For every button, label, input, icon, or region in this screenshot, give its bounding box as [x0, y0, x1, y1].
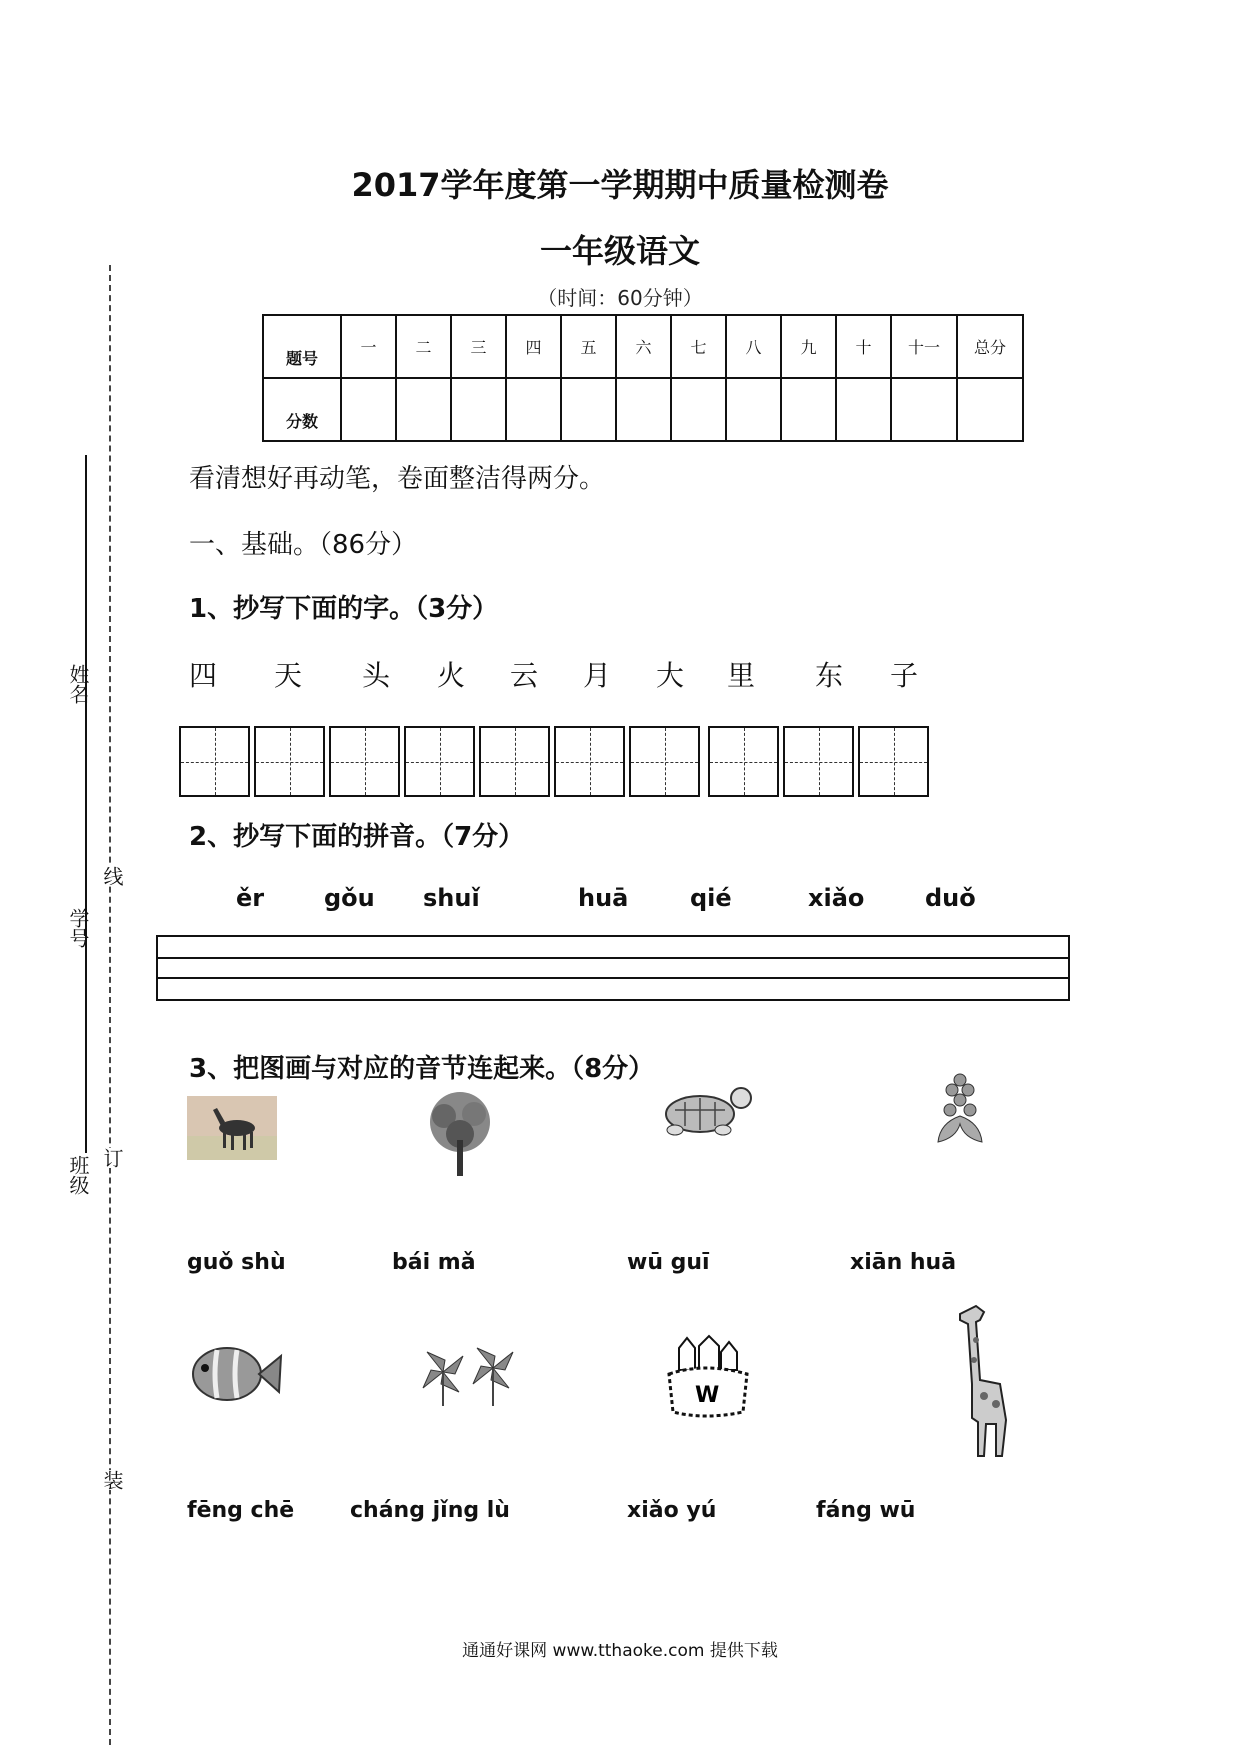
id-label: 学号 [66, 908, 90, 948]
svg-text:W: W [695, 1383, 720, 1408]
pinyin: qié [690, 884, 732, 912]
house-image [665, 1334, 751, 1420]
score-table [262, 314, 1024, 442]
section-heading: 一、基础。（86分） [189, 530, 418, 560]
pinyin: gǒu [324, 884, 375, 912]
syllable: xiǎo yú [627, 1498, 717, 1523]
id-underline [85, 733, 87, 1053]
score-cell[interactable] [671, 378, 726, 441]
table-cell: 三 [451, 315, 506, 378]
score-cell[interactable] [341, 378, 396, 441]
binding-dashed-line [109, 265, 111, 1745]
fish-image [187, 1340, 283, 1408]
score-cell[interactable] [506, 378, 561, 441]
char: 东 [815, 659, 844, 692]
writing-grid-box[interactable] [858, 726, 929, 797]
score-cell[interactable] [726, 378, 781, 441]
writing-grid-box[interactable] [404, 726, 475, 797]
score-cell[interactable] [451, 378, 506, 441]
syllable: xiān huā [850, 1250, 957, 1275]
pinyin: shuǐ [423, 884, 480, 912]
writing-grid-box[interactable] [329, 726, 400, 797]
pinyin: ěr [236, 884, 265, 912]
class-underline [85, 1053, 87, 1153]
table-cell: 九 [781, 315, 836, 378]
time-limit: （时间：60分钟） [537, 286, 703, 310]
table-cell: 总分 [957, 315, 1023, 378]
writing-grid-box[interactable] [629, 726, 700, 797]
char: 天 [274, 659, 303, 692]
char: 月 [583, 659, 612, 692]
score-row [263, 378, 1023, 441]
table-cell: 五 [561, 315, 616, 378]
question-2-title: 2、抄写下面的拼音。（7分） [189, 822, 525, 852]
pinyin: xiǎo [808, 884, 865, 912]
flower-image [930, 1068, 990, 1148]
name-label: 姓名 [66, 664, 90, 704]
char: 四 [189, 659, 218, 692]
score-cell[interactable] [836, 378, 891, 441]
question-1-title: 1、抄写下面的字。（3分） [189, 594, 499, 624]
score-cell[interactable] [616, 378, 671, 441]
table-cell: 六 [616, 315, 671, 378]
zhuang-mark: 装 [98, 1470, 127, 1490]
table-cell: 十 [836, 315, 891, 378]
footer-source: 通通好课网 www.tthaoke.com 提供下载 [462, 1641, 778, 1661]
char: 子 [890, 659, 919, 692]
writing-grid-box[interactable] [554, 726, 625, 797]
ding-mark: 订 [98, 1148, 127, 1168]
writing-grid-box[interactable] [479, 726, 550, 797]
syllable: cháng jǐng lù [350, 1498, 510, 1523]
char: 云 [510, 659, 539, 692]
score-cell[interactable] [561, 378, 616, 441]
char: 里 [727, 659, 756, 692]
tree-image [422, 1090, 498, 1180]
pinyin-writing-lines[interactable] [156, 935, 1070, 1001]
question-number-row [263, 315, 1023, 378]
writing-grid-box[interactable] [254, 726, 325, 797]
char: 大 [656, 659, 685, 692]
score-cell[interactable] [781, 378, 836, 441]
table-cell: 十一 [891, 315, 957, 378]
exam-title: 2017学年度第一学期期中质量检测卷 [351, 166, 889, 204]
char: 火 [437, 659, 466, 692]
table-cell: 一 [341, 315, 396, 378]
character-list [0, 654, 1240, 694]
syllable: bái mǎ [392, 1250, 476, 1275]
row-label: 分数 [263, 378, 341, 441]
writing-grid-box[interactable] [708, 726, 779, 797]
syllable: fēng chē [187, 1498, 295, 1523]
horse-image [187, 1096, 277, 1160]
table-cell: 七 [671, 315, 726, 378]
table-cell: 四 [506, 315, 561, 378]
score-cell[interactable] [957, 378, 1023, 441]
syllable: guǒ shù [187, 1250, 286, 1275]
instruction-note: 看清想好再动笔，卷面整洁得两分。 [189, 464, 606, 494]
question-3-title: 3、把图画与对应的音节连起来。（8分） [189, 1054, 655, 1084]
syllable: fáng wū [816, 1498, 916, 1523]
class-label: 班级 [66, 1155, 90, 1195]
row-label: 题号 [263, 315, 341, 378]
line-mark: 线 [98, 866, 127, 886]
writing-grid-box[interactable] [179, 726, 250, 797]
pinyin: huā [578, 884, 629, 912]
writing-grid-box[interactable] [783, 726, 854, 797]
syllable: wū guī [627, 1250, 710, 1275]
pinyin: duǒ [925, 884, 976, 912]
subject-title: 一年级语文 [539, 232, 700, 270]
table-cell: 二 [396, 315, 451, 378]
score-cell[interactable] [891, 378, 957, 441]
score-cell[interactable] [396, 378, 451, 441]
char: 头 [362, 659, 391, 692]
giraffe-image [950, 1300, 1016, 1460]
pinwheel-image [413, 1338, 523, 1408]
turtle-image [655, 1080, 755, 1140]
table-cell: 八 [726, 315, 781, 378]
